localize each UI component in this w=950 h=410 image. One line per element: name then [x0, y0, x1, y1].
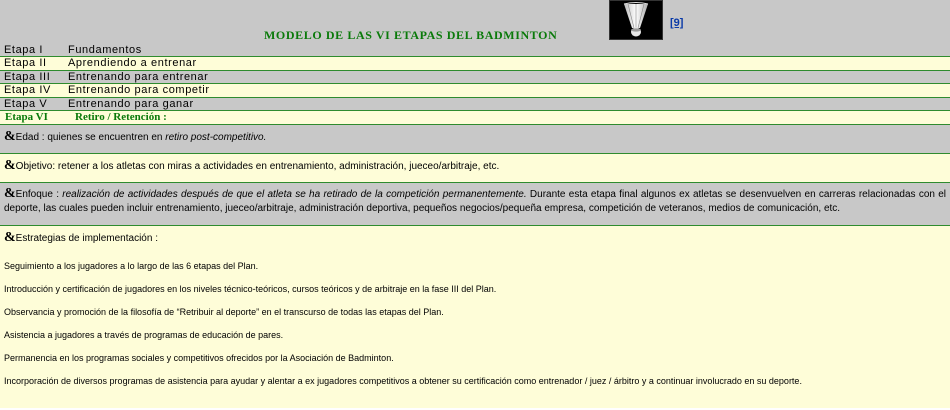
- enfoque-text: Durante esta etapa final algunos ex atletas se desenvuelven en carreras relacionadas con el deporte, las cuales pueden incluir entrenamiento, jueceo/arbitraje, administración deportiva, pequeños negocios/pequeña empresa, competición de veteranos, medios de comunicación, etc.: [4, 188, 946, 214]
- objetivo-label: Objetivo:: [15, 160, 58, 172]
- estrategias-section: [0, 226, 950, 408]
- estrategias-label: Estrategias de implementación :: [15, 232, 158, 244]
- estrategia-item: Permanencia en los programas sociales y competitivos ofrecidos por la Asociación de Badminton.: [4, 352, 394, 363]
- etapa-row: [0, 98, 950, 111]
- edad-section: [0, 125, 950, 154]
- reference-link[interactable]: [9]: [670, 17, 684, 29]
- edad-label: Edad :: [15, 131, 48, 143]
- objetivo-section: [0, 154, 950, 183]
- etapa-row: [0, 84, 950, 97]
- etapa-row: [0, 71, 950, 84]
- etapa-name: Entrenando para entrenar: [68, 70, 209, 83]
- enfoque-italic: realización de actividades después de que el atleta se ha retirado de la competición permanentemente.: [62, 188, 527, 200]
- page-title: MODELO DE LAS VI ETAPAS DEL BADMINTON: [264, 28, 558, 42]
- etapa-name: Fundamentos: [68, 44, 142, 56]
- etapa-vi-row: [0, 111, 950, 125]
- etapa-name: Entrenando para ganar: [68, 97, 194, 110]
- ampersand-bullet: &: [4, 229, 16, 245]
- shuttlecock-icon: [610, 1, 662, 39]
- etapa-vi-number: Etapa VI: [5, 110, 48, 123]
- etapa-vi-name: Retiro / Retención :: [75, 110, 167, 123]
- estrategia-item: Seguimiento a los jugadores a lo largo de las 6 etapas del Plan.: [4, 260, 259, 271]
- etapa-number: Etapa II: [4, 57, 47, 70]
- ampersand-bullet: &: [4, 157, 16, 173]
- ampersand-bullet: &: [4, 185, 16, 201]
- etapa-number: Etapa I: [4, 44, 44, 56]
- enfoque-label: Enfoque :: [15, 188, 63, 200]
- ampersand-bullet: &: [4, 128, 16, 144]
- estrategia-item: Incorporación de diversos programas de asistencia para ayudar y alentar a ex jugadores competitivos a obtener su certificación como entrenador / juez / árbitro y a continuar involucrado en su deporte.: [4, 375, 802, 386]
- etapa-number: Etapa IV: [4, 84, 51, 97]
- estrategia-item: Introducción y certificación de jugadores en los niveles técnico-teóricos, cursos teóricos y de arbitraje en la fase III del Plan.: [4, 283, 497, 294]
- page-header: [0, 0, 950, 44]
- etapa-row: [0, 44, 950, 57]
- edad-italic: retiro post-competitivo.: [165, 131, 267, 143]
- etapa-row: [0, 57, 950, 70]
- etapa-number: Etapa V: [4, 97, 48, 110]
- etapa-number: Etapa III: [4, 70, 51, 83]
- etapa-name: Aprendiendo a entrenar: [68, 57, 197, 70]
- objetivo-text: retener a los atletas con miras a actividades en entrenamiento, administración, jueceo/arbitraje, etc.: [57, 160, 500, 172]
- edad-text: quienes se encuentren en: [47, 131, 166, 143]
- enfoque-section: [0, 183, 950, 226]
- etapa-name: Entrenando para competir: [68, 84, 210, 97]
- etapas-list: [0, 44, 950, 111]
- estrategias-list: [4, 260, 946, 387]
- shuttlecock-image: [609, 0, 663, 40]
- estrategia-item: Observancia y promoción de la filosofía de “Retribuir al deporte” en el transcurso de todas las etapas del Plan.: [4, 306, 444, 317]
- estrategia-item: Asistencia a jugadores a través de programas de educación de pares.: [4, 329, 284, 340]
